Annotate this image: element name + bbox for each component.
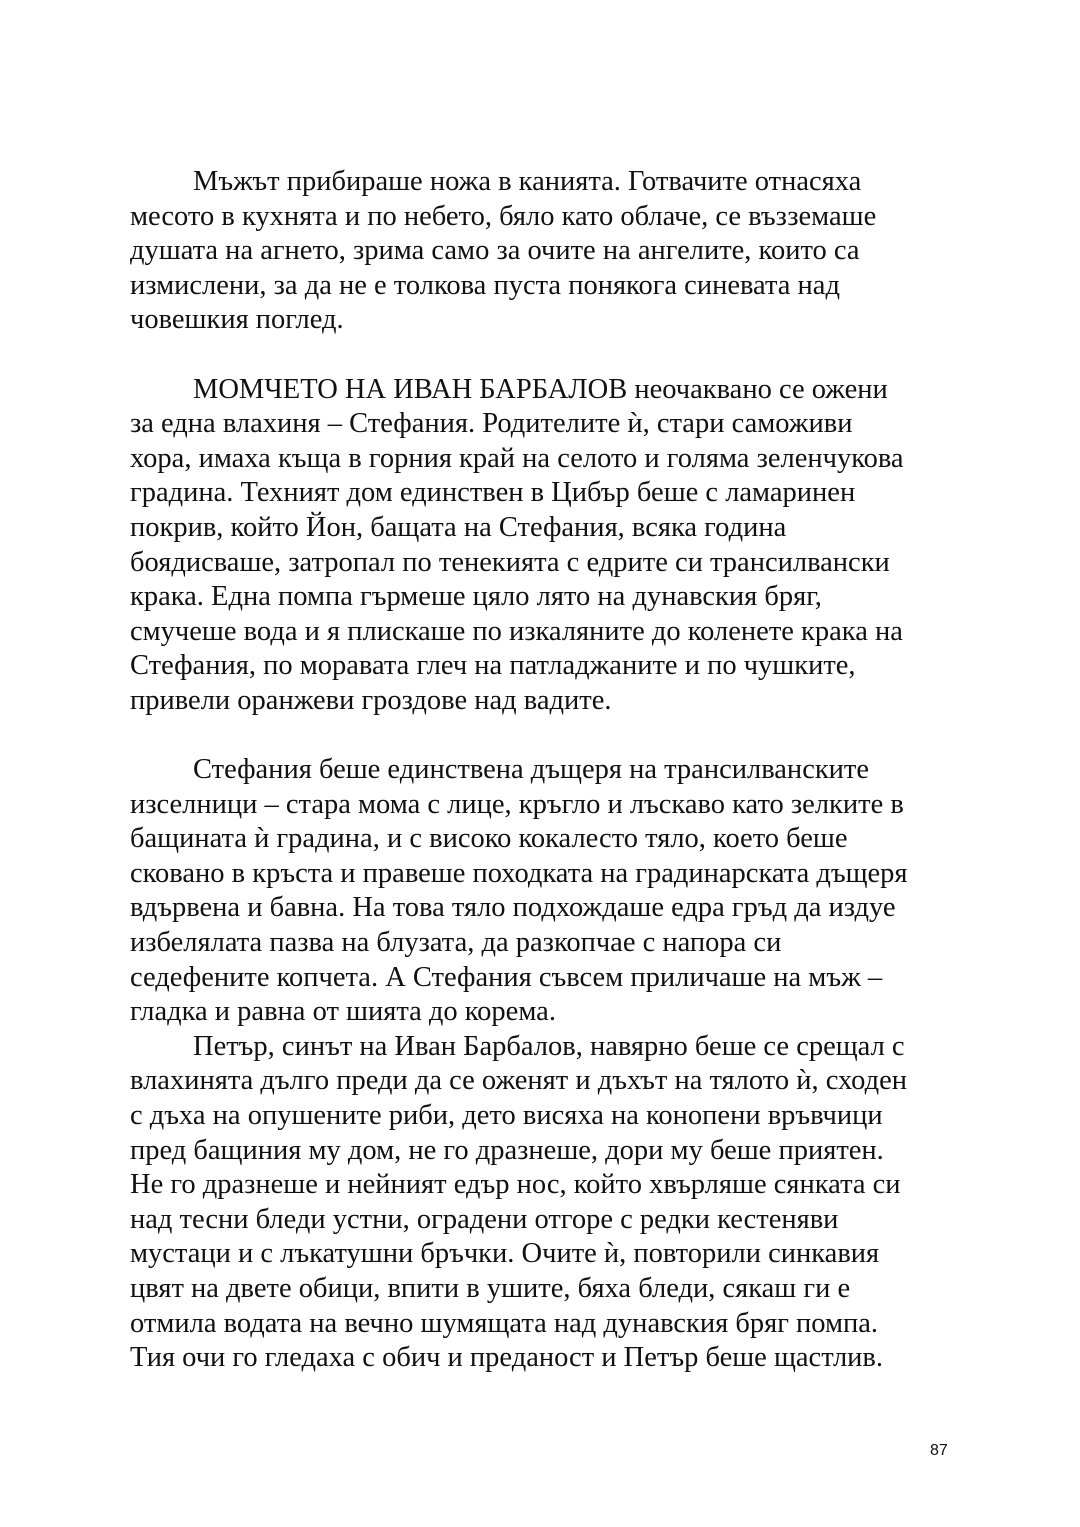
text-line: гладка и равна от шията до корема. xyxy=(130,996,556,1028)
text-line: вдървена и бавна. На това тяло подхождаше едра гръд да издуе xyxy=(130,892,896,924)
text-line: за една влахиня – Стефания. Родителите ѝ, стари саможиви xyxy=(130,408,853,440)
text-line: избелялата пазва на блузата, да разкопчае с напора си xyxy=(130,927,782,959)
text-line: Стефания, по моравата глеч на патладжаните и по чушките, xyxy=(130,650,856,682)
text-line: крака. Една помпа гърмеше цяло лято на дунавския бряг, xyxy=(130,581,822,613)
text-line: Стефания беше единствена дъщеря на трансилванските xyxy=(193,754,870,786)
text-line: месото в кухнята и по небето, бяло като облаче, се възземаше xyxy=(130,200,877,232)
text-line: душата на агнето, зрима само за очите на ангелите, които са xyxy=(130,235,860,267)
text-line: хора, имаха къща в горния край на селото и голяма зеленчукова xyxy=(130,442,904,474)
text-line: Петър, синът на Иван Барбалов, навярно беше се срещал с xyxy=(193,1030,905,1062)
text-line: с дъха на опушените риби, дето висяха на конопени връвчици xyxy=(130,1100,883,1132)
text-line: измислени, за да не е толкова пуста понякога синевата над xyxy=(130,269,840,301)
text-line: пред бащиния му дом, не го дразнеше, дори му беше приятен. xyxy=(130,1134,884,1166)
paragraph-gap xyxy=(130,719,960,754)
text-line: покрив, който Йон, бащата на Стефания, всяка година xyxy=(130,511,787,543)
text-line: изселници – стара мома с лице, кръгло и лъскаво като зелките в xyxy=(130,788,904,820)
text-line: сковано в кръста и правеше походката на градинарската дъщеря xyxy=(130,857,908,889)
body-text xyxy=(130,165,960,1376)
text-line: бащината ѝ градина, и с високо кокалесто тяло, което беше xyxy=(130,823,848,855)
text-line: МОМЧЕТО НА ИВАН БАРБАЛОВ неочаквано се ожени xyxy=(193,373,888,405)
text-line: Тия очи го гледаха с обич и преданост и Петър беше щастлив. xyxy=(130,1342,883,1374)
text-line: влахинята дълго преди да се оженят и дъхът на тялото ѝ, сходен xyxy=(130,1065,907,1097)
text-line: градина. Техният дом единствен в Цибър беше с ламаринен xyxy=(130,477,856,509)
text-line: човешкия поглед. xyxy=(130,304,344,336)
text-line: над тесни бледи устни, оградени отгоре с редки кестеняви xyxy=(130,1203,839,1235)
text-line: Мъжът прибираше ножа в канията. Готвачите отнасяха xyxy=(193,166,862,197)
paragraph-gap xyxy=(130,338,960,373)
text-line: боядисваше, затропал по тенекията с едрите си трансилвански xyxy=(130,546,890,578)
text-line: седефените копчета. А Стефания съвсем приличаше на мъж – xyxy=(130,961,883,993)
text-line: смучеше вода и я плискаше по изкаляните до коленете крака на xyxy=(130,615,903,647)
text-line: мустаци и с лъкатушни бръчки. Очите ѝ, повторили синкавия xyxy=(130,1238,880,1270)
text-line: привели оранжеви гроздове над вадите. xyxy=(130,684,612,716)
page-number: 87 xyxy=(930,1442,948,1459)
text-line: цвят на двете обици, впити в ушите, бяха бледи, сякаш ги е xyxy=(130,1273,851,1304)
text-line: Не го дразнеше и нейният едър нос, който хвърляше сянката си xyxy=(130,1169,901,1201)
text-line: отмила водата на вечно шумящата над дунавския бряг помпа. xyxy=(130,1307,879,1339)
